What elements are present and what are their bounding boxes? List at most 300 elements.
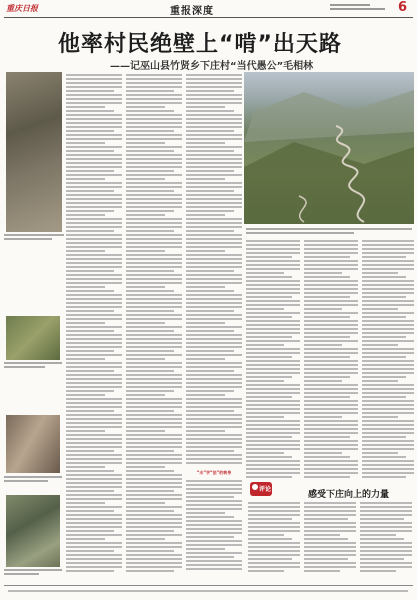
text-line (362, 408, 414, 410)
text-line (126, 234, 182, 236)
text-line (304, 448, 358, 450)
body-column-6 (362, 240, 414, 480)
text-line (248, 534, 284, 536)
text-line (360, 566, 412, 568)
text-line (304, 364, 358, 366)
text-line (126, 198, 182, 200)
text-line (360, 506, 412, 508)
text-line (304, 444, 358, 446)
text-line (304, 268, 358, 270)
text-line (304, 416, 342, 418)
text-line (362, 244, 414, 246)
text-line (362, 340, 414, 342)
text-line (186, 568, 242, 570)
text-line (186, 442, 242, 444)
text-line (304, 404, 358, 406)
text-line (66, 326, 122, 328)
text-line (66, 294, 122, 296)
text-line (186, 78, 242, 80)
text-line (126, 538, 165, 540)
text-line (246, 256, 292, 258)
subheadline: ——记巫山县竹贤乡下庄村“当代愚公”毛相林 (110, 61, 314, 72)
text-line (362, 240, 414, 242)
text-line (126, 366, 182, 368)
text-line (186, 230, 234, 232)
text-line (362, 388, 414, 390)
text-line (362, 260, 414, 262)
text-line (126, 562, 182, 564)
text-line (304, 348, 358, 350)
text-line (66, 262, 122, 264)
text-line (304, 380, 342, 382)
text-line (362, 288, 414, 290)
text-line (66, 490, 114, 492)
text-line (362, 332, 414, 334)
text-line (362, 344, 398, 346)
text-line (126, 474, 182, 476)
text-line (362, 384, 414, 386)
text-line (126, 286, 165, 288)
text-line (66, 126, 122, 128)
text-line (126, 378, 182, 380)
text-line (304, 284, 358, 286)
text-line (126, 530, 174, 532)
text-line (186, 98, 242, 100)
text-line (186, 270, 234, 272)
text-line (66, 358, 105, 360)
text-line (362, 296, 406, 298)
text-line (304, 292, 358, 294)
text-line (126, 114, 182, 116)
text-line (66, 534, 122, 536)
text-line (304, 316, 350, 318)
text-line (126, 250, 165, 252)
headline: 他率村民绝壁上“啃”出天路 (58, 32, 342, 57)
text-line (186, 202, 242, 204)
text-line (360, 542, 412, 544)
text-line (126, 202, 182, 204)
text-line (66, 502, 105, 504)
text-line (360, 546, 412, 548)
text-line (126, 370, 174, 372)
text-line (304, 476, 350, 478)
photo-left-2 (6, 316, 60, 360)
text-line (186, 406, 242, 408)
text-line (186, 254, 242, 256)
text-line (246, 340, 300, 342)
text-line (304, 424, 358, 426)
text-line (66, 98, 122, 100)
text-line (186, 334, 242, 336)
text-line (186, 86, 242, 88)
text-line (66, 78, 122, 80)
text-line (186, 564, 242, 566)
text-line (126, 402, 182, 404)
text-line (186, 426, 242, 428)
text-line (186, 398, 242, 400)
text-line (186, 218, 242, 220)
text-line (186, 246, 242, 248)
text-line (126, 270, 174, 272)
text-line (66, 310, 114, 312)
text-line (186, 274, 242, 276)
text-line (304, 436, 350, 438)
text-line (246, 324, 300, 326)
text-line (304, 460, 358, 462)
footer-rule (4, 585, 413, 586)
text-line (248, 546, 300, 548)
text-line (126, 242, 182, 244)
text-line (360, 562, 412, 564)
text-line (126, 98, 182, 100)
text-line (126, 526, 182, 528)
text-line (362, 444, 414, 446)
text-line (304, 432, 358, 434)
text-line (246, 364, 300, 366)
text-line (304, 332, 358, 334)
text-line (186, 450, 234, 452)
text-line (246, 408, 300, 410)
body-column-5 (304, 240, 358, 480)
text-line (126, 90, 174, 92)
text-line (66, 370, 114, 372)
text-line (362, 472, 414, 474)
text-line (126, 438, 182, 440)
text-line (66, 526, 122, 528)
text-line (186, 548, 225, 550)
text-line (246, 440, 300, 442)
text-line (304, 452, 342, 454)
text-line (304, 412, 358, 414)
text-line (304, 248, 358, 250)
text-line (304, 372, 358, 374)
text-line (126, 346, 182, 348)
text-line (362, 308, 398, 310)
text-line (304, 336, 350, 338)
text-line (126, 554, 182, 556)
text-line (186, 462, 242, 464)
text-line (362, 284, 414, 286)
text-line (362, 248, 414, 250)
text-line (126, 558, 182, 560)
text-line (246, 348, 300, 350)
text-line (360, 554, 412, 556)
text-line (66, 202, 122, 204)
text-line (126, 178, 165, 180)
text-line (248, 558, 292, 560)
text-line (66, 478, 122, 480)
text-line (126, 410, 174, 412)
text-line (186, 226, 242, 228)
text-line (66, 354, 122, 356)
text-line (66, 530, 114, 532)
text-line (186, 198, 242, 200)
text-line (246, 248, 300, 250)
text-line (66, 290, 114, 292)
text-line (126, 498, 182, 500)
text-line (126, 510, 174, 512)
text-line (246, 360, 300, 362)
text-line (362, 412, 414, 414)
commentary-column-2 (304, 502, 356, 574)
text-line (246, 264, 300, 266)
header-rule (4, 17, 413, 18)
text-line (186, 414, 242, 416)
text-line (66, 462, 122, 464)
text-line (304, 506, 356, 508)
text-line (304, 340, 358, 342)
text-line (186, 302, 242, 304)
text-line (304, 300, 358, 302)
text-line (246, 416, 284, 418)
text-line (246, 388, 300, 390)
text-line (186, 290, 234, 292)
text-line (66, 286, 105, 288)
text-line (66, 174, 122, 176)
text-line (126, 166, 182, 168)
text-line (126, 230, 174, 232)
text-line (362, 256, 406, 258)
text-line (186, 138, 242, 140)
photo-main-caption (246, 228, 412, 234)
text-line (362, 396, 406, 398)
text-line (246, 304, 300, 306)
text-line (362, 420, 414, 422)
text-line (66, 238, 122, 240)
text-line (126, 174, 182, 176)
text-line (66, 466, 105, 468)
text-line (360, 518, 404, 520)
text-line (362, 312, 414, 314)
text-line (126, 326, 182, 328)
text-line (66, 386, 122, 388)
text-line (186, 134, 242, 136)
text-line (246, 252, 300, 254)
text-line (186, 242, 242, 244)
photo-left-3-caption (4, 476, 62, 482)
photo-main-road (244, 72, 414, 224)
text-line (66, 514, 122, 516)
text-line (66, 82, 122, 84)
text-line (66, 510, 114, 512)
body-column-4 (246, 240, 300, 480)
text-line (246, 424, 300, 426)
text-line (126, 218, 182, 220)
commentary-box (246, 482, 414, 576)
text-line (126, 122, 182, 124)
text-line (246, 276, 292, 278)
photo-left-4 (6, 495, 60, 567)
text-line (186, 362, 242, 364)
text-line (126, 154, 182, 156)
text-line (304, 526, 356, 528)
text-line (246, 456, 292, 458)
text-line (126, 446, 182, 448)
text-line (126, 214, 165, 216)
text-line (186, 504, 242, 506)
text-line (186, 422, 242, 424)
text-line (186, 310, 234, 312)
text-line (126, 390, 174, 392)
text-line (362, 468, 414, 470)
text-line (362, 252, 414, 254)
text-line (246, 328, 300, 330)
text-line (186, 434, 242, 436)
text-line (126, 106, 165, 108)
text-line (126, 74, 182, 76)
text-line (126, 570, 174, 572)
text-line (126, 298, 182, 300)
text-line (186, 150, 234, 152)
text-line (246, 392, 300, 394)
text-line (246, 316, 292, 318)
text-line (362, 448, 414, 450)
text-line (246, 260, 300, 262)
text-line (66, 94, 122, 96)
text-line (362, 440, 414, 442)
text-line (186, 174, 242, 176)
text-line (66, 110, 114, 112)
text-line (66, 422, 122, 424)
text-line (126, 494, 182, 496)
text-line (362, 292, 414, 294)
text-line (304, 554, 356, 556)
text-line (246, 384, 300, 386)
text-line (304, 566, 356, 568)
text-line (246, 336, 292, 338)
text-line (246, 244, 300, 246)
text-line (362, 328, 414, 330)
text-line (66, 134, 122, 136)
text-line (126, 322, 165, 324)
text-line (66, 122, 122, 124)
text-line (304, 420, 358, 422)
text-line (186, 484, 242, 486)
text-line (248, 518, 292, 520)
text-line (304, 256, 350, 258)
text-line (126, 362, 182, 364)
text-line (304, 518, 348, 520)
text-line (246, 380, 284, 382)
text-line (186, 480, 242, 482)
text-line (246, 344, 284, 346)
text-line (66, 90, 114, 92)
text-line (66, 158, 122, 160)
text-line (66, 154, 122, 156)
text-line (186, 410, 234, 412)
text-line (126, 210, 174, 212)
text-line (362, 400, 414, 402)
text-line (186, 458, 242, 460)
text-line (66, 494, 122, 496)
text-line (126, 294, 182, 296)
text-line (186, 194, 242, 196)
text-line (246, 284, 300, 286)
text-line (304, 288, 358, 290)
text-line (66, 306, 122, 308)
text-line (126, 206, 182, 208)
text-line (304, 392, 358, 394)
text-line (186, 560, 242, 562)
text-line (186, 190, 234, 192)
text-line (304, 280, 358, 282)
text-line (186, 130, 234, 132)
text-line (66, 230, 114, 232)
text-line (246, 472, 300, 474)
text-line (186, 358, 225, 360)
text-line (126, 522, 182, 524)
text-line (66, 314, 122, 316)
text-line (126, 450, 174, 452)
text-line (248, 542, 300, 544)
text-line (246, 240, 300, 242)
text-line (126, 534, 182, 536)
text-line (362, 336, 406, 338)
text-line (186, 346, 242, 348)
text-line (186, 386, 242, 388)
text-line (66, 430, 105, 432)
text-line (248, 506, 300, 508)
text-line (186, 250, 225, 252)
text-line (362, 304, 414, 306)
text-line (246, 292, 300, 294)
text-line (126, 382, 182, 384)
text-line (362, 456, 406, 458)
text-line (66, 550, 114, 552)
text-line (126, 418, 182, 420)
text-line (248, 538, 292, 540)
text-line (66, 322, 105, 324)
photo-left-3 (6, 415, 60, 473)
text-line (186, 350, 234, 352)
text-line (126, 502, 165, 504)
text-line (186, 94, 242, 96)
text-line (246, 372, 300, 374)
text-line (362, 316, 406, 318)
text-line (66, 402, 122, 404)
text-line (362, 432, 414, 434)
text-line (66, 558, 122, 560)
text-line (246, 444, 300, 446)
text-line (66, 334, 122, 336)
text-line (186, 326, 242, 328)
text-line (66, 498, 122, 500)
text-line (126, 462, 182, 464)
text-line (126, 170, 174, 172)
text-line (246, 368, 300, 370)
text-line (66, 234, 122, 236)
text-line (362, 372, 414, 374)
text-line (248, 526, 300, 528)
text-line (66, 458, 122, 460)
text-line (362, 476, 406, 478)
text-line (186, 298, 242, 300)
text-line (66, 390, 114, 392)
text-line (186, 370, 234, 372)
text-line (248, 530, 300, 532)
body-column-1 (66, 74, 122, 574)
text-line (186, 528, 242, 530)
text-line (186, 338, 242, 340)
text-line (362, 464, 414, 466)
text-line (304, 396, 350, 398)
text-line (126, 282, 182, 284)
text-line (126, 542, 182, 544)
text-line (66, 150, 114, 152)
text-line (126, 318, 182, 320)
text-line (66, 394, 105, 396)
text-line (186, 142, 225, 144)
